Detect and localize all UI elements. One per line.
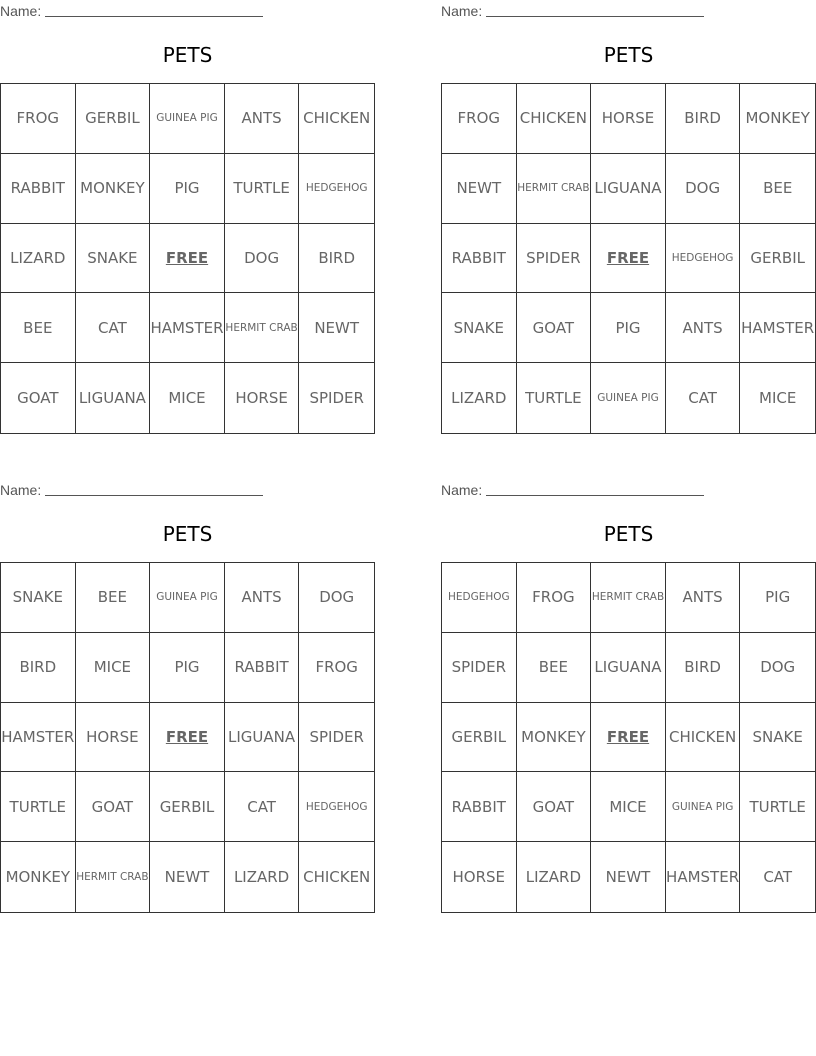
bingo-cell[interactable]: HAMSTER	[740, 293, 815, 363]
card-title: PETS	[603, 522, 654, 546]
bingo-cell[interactable]: GUINEA PIG	[150, 84, 225, 154]
bingo-cell[interactable]: CAT	[225, 772, 300, 842]
bingo-cell[interactable]: MICE	[591, 772, 666, 842]
bingo-grid	[441, 83, 816, 434]
bingo-cell[interactable]: BEE	[517, 633, 592, 703]
bingo-cell[interactable]: LIZARD	[1, 224, 76, 294]
bingo-grid	[0, 83, 375, 434]
bingo-cell[interactable]: HERMIT CRAB	[517, 154, 592, 224]
bingo-cell[interactable]: CHICKEN	[666, 703, 741, 773]
bingo-cell[interactable]: MONKEY	[1, 842, 76, 912]
card-title: PETS	[162, 522, 213, 546]
bingo-cell[interactable]: BIRD	[1, 633, 76, 703]
name-label: Name:	[0, 482, 42, 498]
bingo-cell[interactable]: DOG	[299, 563, 374, 633]
bingo-cell[interactable]: TURTLE	[1, 772, 76, 842]
bingo-cell[interactable]: HORSE	[76, 703, 151, 773]
bingo-cell[interactable]: DOG	[740, 633, 815, 703]
bingo-cell[interactable]: HORSE	[225, 363, 300, 433]
bingo-cell[interactable]: PIG	[150, 154, 225, 224]
bingo-cell[interactable]: CHICKEN	[299, 84, 374, 154]
bingo-cell[interactable]: SNAKE	[740, 703, 815, 773]
bingo-cell[interactable]: BEE	[740, 154, 815, 224]
bingo-cell[interactable]: RABBIT	[442, 772, 517, 842]
bingo-cell[interactable]: FROG	[442, 84, 517, 154]
bingo-cell[interactable]: MICE	[759, 389, 797, 408]
bingo-cell[interactable]: GUINEA PIG	[150, 563, 225, 633]
bingo-cell[interactable]: LIZARD	[442, 363, 517, 433]
bingo-cell[interactable]: CHICKEN	[517, 84, 592, 154]
bingo-cell[interactable]: MONKEY	[76, 154, 151, 224]
bingo-cell[interactable]: CAT	[666, 363, 741, 433]
bingo-cell[interactable]: ANTS	[666, 293, 741, 363]
name-label: Name:	[0, 3, 42, 19]
bingo-cell[interactable]: ANTS	[666, 563, 741, 633]
bingo-cell[interactable]: HEDGEHOG	[442, 563, 517, 633]
name-label: Name:	[441, 3, 483, 19]
bingo-cell[interactable]: LIGUANA	[591, 633, 666, 703]
bingo-cell[interactable]: CAT	[763, 868, 793, 887]
bingo-cell[interactable]: GOAT	[517, 772, 592, 842]
bingo-cell[interactable]: RABBIT	[225, 633, 300, 703]
bingo-cell[interactable]: CHICKEN	[303, 868, 371, 887]
bingo-cell[interactable]: GERBIL	[740, 224, 815, 294]
bingo-cell[interactable]: HAMSTER	[666, 842, 741, 912]
bingo-card-1	[0, 0, 376, 436]
bingo-cell[interactable]: GOAT	[1, 363, 76, 433]
bingo-cell[interactable]: RABBIT	[1, 154, 76, 224]
bingo-cell[interactable]: DOG	[225, 224, 300, 294]
bingo-cell[interactable]: HAMSTER	[150, 293, 225, 363]
bingo-cell[interactable]: ANTS	[225, 563, 300, 633]
bingo-card-4	[441, 479, 816, 915]
name-blank-line	[45, 495, 263, 496]
name-blank-line	[45, 16, 263, 17]
bingo-cell[interactable]: SNAKE	[442, 293, 517, 363]
bingo-cell[interactable]: SPIDER	[309, 389, 364, 408]
bingo-cell[interactable]: GUINEA PIG	[666, 772, 741, 842]
name-blank-line	[486, 495, 704, 496]
bingo-cell[interactable]: HERMIT CRAB	[591, 563, 666, 633]
bingo-cell[interactable]: SPIDER	[517, 224, 592, 294]
bingo-cell[interactable]: GOAT	[76, 772, 151, 842]
bingo-cell[interactable]: MONKEY	[740, 84, 815, 154]
bingo-cell[interactable]: SPIDER	[442, 633, 517, 703]
bingo-cell[interactable]: GOAT	[517, 293, 592, 363]
bingo-grid	[0, 562, 375, 913]
bingo-cell[interactable]: TURTLE	[225, 154, 300, 224]
bingo-cell[interactable]: FROG	[299, 633, 374, 703]
bingo-card-2	[441, 0, 816, 436]
bingo-cell[interactable]: NEWT	[150, 842, 225, 912]
bingo-cell[interactable]: LIGUANA	[76, 363, 151, 433]
name-field[interactable]	[441, 0, 741, 22]
name-blank-line	[486, 16, 704, 17]
bingo-cell[interactable]: BEE	[76, 563, 151, 633]
bingo-cell[interactable]: HEDGEHOG	[299, 772, 374, 842]
bingo-cell[interactable]: RABBIT	[442, 224, 517, 294]
bingo-cell[interactable]: HERMIT CRAB	[76, 842, 151, 912]
bingo-cell[interactable]: HORSE	[442, 842, 517, 912]
free-space[interactable]: FREE	[591, 703, 666, 773]
card-title: PETS	[162, 43, 213, 67]
card-title: PETS	[603, 43, 654, 67]
free-space[interactable]: FREE	[591, 224, 666, 294]
bingo-cell[interactable]: NEWT	[442, 154, 517, 224]
bingo-card-3	[0, 479, 376, 915]
bingo-cell[interactable]: PIG	[740, 563, 815, 633]
name-field[interactable]	[0, 0, 300, 22]
bingo-cell[interactable]: MICE	[76, 633, 151, 703]
bingo-cell[interactable]: BEE	[1, 293, 76, 363]
name-field[interactable]	[0, 479, 300, 501]
bingo-cell[interactable]: PIG	[591, 293, 666, 363]
bingo-cell[interactable]: PIG	[150, 633, 225, 703]
bingo-cell[interactable]: LIGUANA	[591, 154, 666, 224]
bingo-cell[interactable]: FROG	[1, 84, 76, 154]
name-field[interactable]	[441, 479, 741, 501]
bingo-cell[interactable]: ANTS	[225, 84, 300, 154]
bingo-cell[interactable]: BIRD	[666, 84, 741, 154]
bingo-grid	[441, 562, 816, 913]
bingo-cell[interactable]: MONKEY	[517, 703, 592, 773]
bingo-cell[interactable]: GERBIL	[442, 703, 517, 773]
bingo-cell[interactable]: GERBIL	[76, 84, 151, 154]
bingo-cell[interactable]: DOG	[666, 154, 741, 224]
bingo-cell[interactable]: CAT	[76, 293, 151, 363]
name-label: Name:	[441, 482, 483, 498]
free-space[interactable]: FREE	[150, 224, 225, 294]
bingo-cell[interactable]: MICE	[150, 363, 225, 433]
bingo-cell[interactable]: TURTLE	[740, 772, 815, 842]
bingo-cell[interactable]: SPIDER	[299, 703, 374, 773]
bingo-cell[interactable]: SNAKE	[76, 224, 151, 294]
bingo-cell[interactable]: GUINEA PIG	[591, 363, 666, 433]
bingo-cell[interactable]: NEWT	[591, 842, 666, 912]
bingo-cell[interactable]: HERMIT CRAB	[225, 293, 300, 363]
free-space[interactable]: FREE	[150, 703, 225, 773]
bingo-cell[interactable]: HAMSTER	[1, 703, 76, 773]
bingo-cell[interactable]: TURTLE	[517, 363, 592, 433]
bingo-cell[interactable]: LIGUANA	[225, 703, 300, 773]
bingo-cell[interactable]: LIZARD	[517, 842, 592, 912]
bingo-cell[interactable]: HEDGEHOG	[299, 154, 374, 224]
bingo-cell[interactable]: NEWT	[299, 293, 374, 363]
bingo-cell[interactable]: HORSE	[591, 84, 666, 154]
bingo-cell[interactable]: BIRD	[666, 633, 741, 703]
bingo-cell[interactable]: FROG	[517, 563, 592, 633]
bingo-cell[interactable]: HEDGEHOG	[666, 224, 741, 294]
bingo-cell[interactable]: LIZARD	[225, 842, 300, 912]
bingo-cell[interactable]: GERBIL	[150, 772, 225, 842]
bingo-cell[interactable]: BIRD	[299, 224, 374, 294]
bingo-cell[interactable]: SNAKE	[1, 563, 76, 633]
